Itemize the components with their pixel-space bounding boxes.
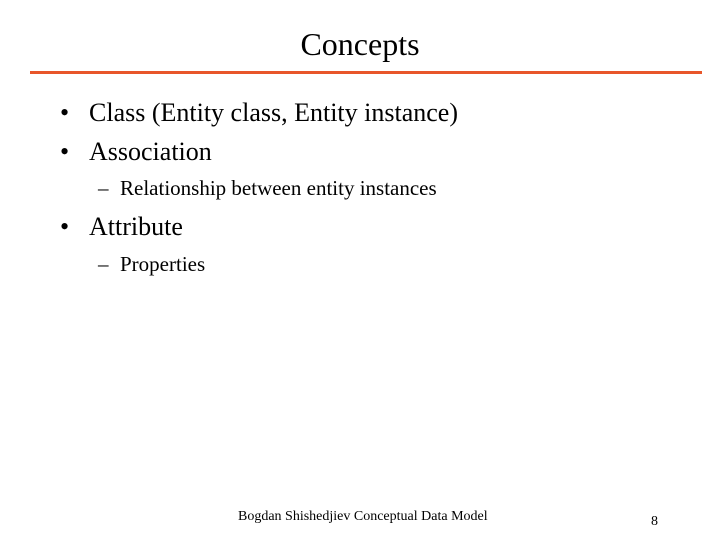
- bullet-marker: •: [60, 137, 70, 166]
- page-number: 8: [651, 514, 658, 529]
- sub-bullet-text: Relationship between entity instances: [120, 176, 437, 200]
- sub-bullet-marker: –: [98, 252, 109, 276]
- bullet-item-class: [60, 97, 458, 129]
- slide-title: Concepts: [300, 26, 420, 62]
- bullet-item-association: [60, 136, 212, 168]
- bullet-text: Association: [89, 137, 212, 166]
- title-divider: [30, 71, 702, 74]
- bullet-marker: •: [60, 98, 70, 127]
- sub-bullet-marker: –: [98, 176, 109, 200]
- bullet-text: Class (Entity class, Entity instance): [89, 98, 458, 127]
- bullet-text: Attribute: [89, 212, 183, 241]
- sub-bullet-item-relationship: [98, 175, 437, 201]
- bullet-marker: •: [60, 212, 70, 241]
- sub-bullet-text: Properties: [120, 252, 206, 276]
- bullet-item-attribute: [60, 211, 183, 243]
- slide-footer: Bogdan Shishedjiev Conceptual Data Model: [238, 509, 488, 524]
- sub-bullet-item-properties: [98, 251, 205, 277]
